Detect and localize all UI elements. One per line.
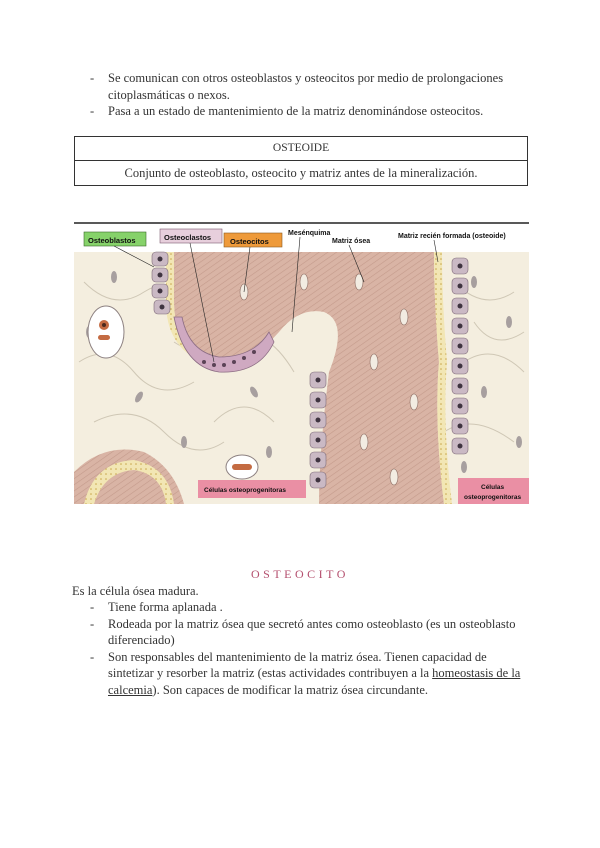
list-dash: - (90, 600, 95, 614)
list-item-text: Son responsables del mantenimiento de la matriz ósea. Tienen capacidad de sintetizar y resorber la matriz (estas actividades contribuyen a la (108, 649, 487, 680)
list-dash: - (90, 616, 95, 631)
label-matriz-osea: Matriz ósea (332, 238, 371, 245)
list-dash: - (90, 104, 95, 118)
top-bullet-list (90, 70, 530, 120)
bottom-bullet-list (90, 599, 535, 698)
list-item-text: Rodeada por la matriz ósea que secretó antes como osteoblasto (es un osteoblasto diferenciado) (108, 616, 516, 647)
list-dash: - (90, 649, 95, 664)
bone-histology-figure (74, 222, 529, 504)
label-mesenquima: Mesénquima (288, 230, 331, 237)
definition-term: OSTEOIDE (75, 137, 527, 161)
list-item (90, 599, 535, 616)
list-item-text: Pasa a un estado de mantenimiento de la matriz denominándose osteocitos. (108, 104, 484, 118)
label-osteocitos: Osteocitos (230, 237, 269, 246)
cell-capsule (88, 306, 124, 358)
list-item-text: ). Son capaces de modificar la matriz ósea circundante. (152, 682, 428, 697)
label-celulas-2a: Células (481, 484, 505, 491)
list-item (90, 103, 530, 120)
list-item-text: Tiene forma aplanada . (108, 600, 223, 614)
list-item-text: Se comunican con otros osteoblastos y osteocitos por medio de prolongaciones citoplasmáticas o nexos. (108, 71, 504, 102)
calcemia-link[interactable]: homeostasis de la calcemia (108, 666, 521, 697)
section-title: OSTEOCITO (251, 567, 349, 581)
list-item (90, 649, 535, 699)
label-osteoclastos: Osteoclastos (164, 233, 212, 242)
label-osteoblastos: Osteoblastos (88, 236, 136, 245)
cell-capsule (226, 455, 258, 479)
definition-table (74, 136, 528, 186)
list-item (90, 70, 530, 103)
label-celulas-2b: osteoprogenitoras (464, 494, 522, 501)
section-intro: Es la célula ósea madura. (72, 584, 199, 598)
list-dash: - (90, 71, 95, 85)
list-item (90, 616, 535, 649)
label-matriz-reciente: Matriz recién formada (osteoide) (398, 233, 506, 240)
label-celulas-osteoprogenitoras: Células osteoprogenitoras (204, 487, 286, 494)
definition-text: Conjunto de osteoblasto, osteocito y matriz antes de la mineralización. (124, 166, 478, 180)
